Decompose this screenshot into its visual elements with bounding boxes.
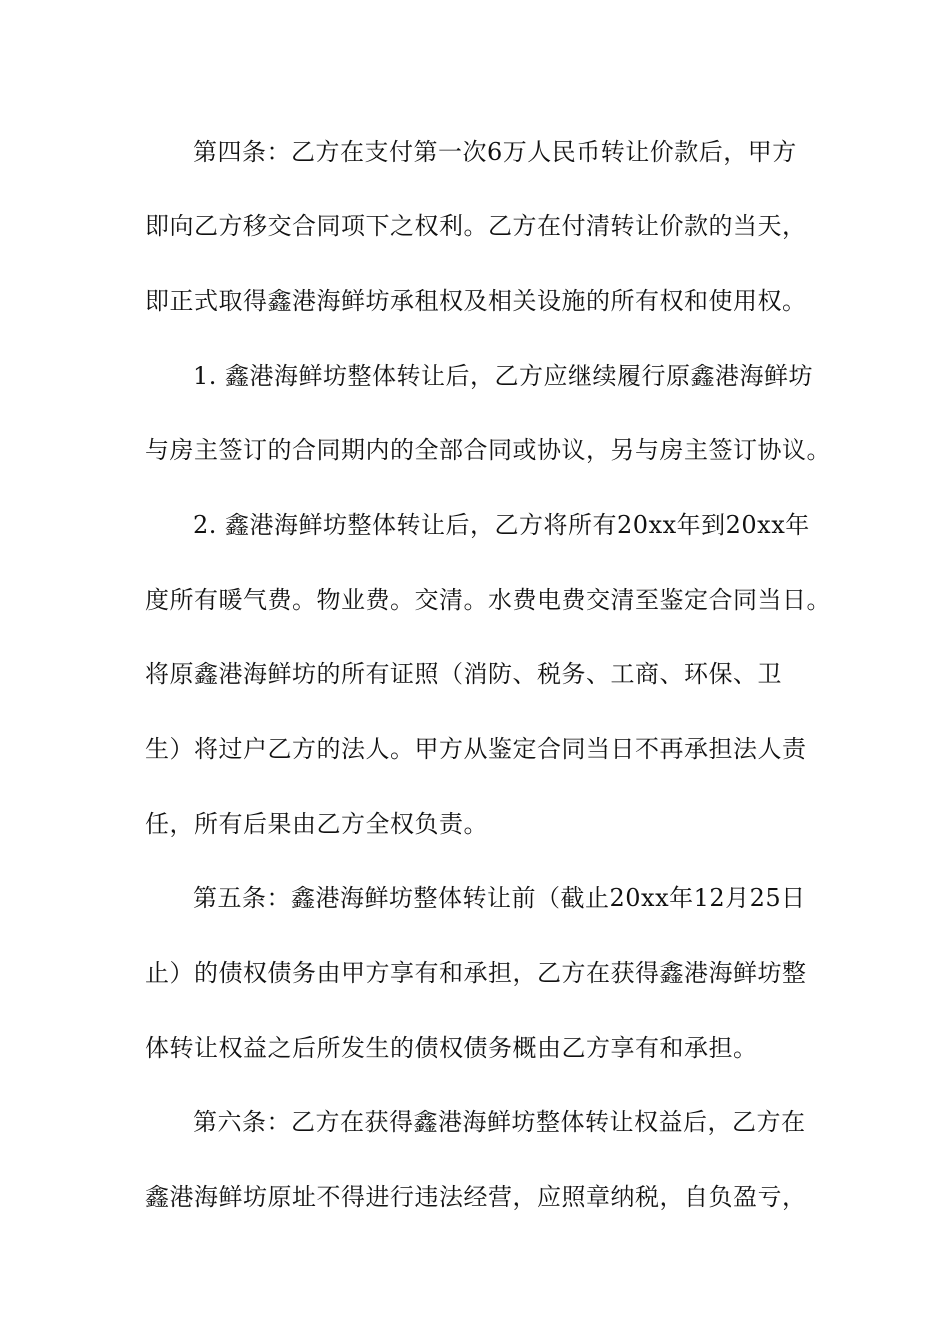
text-line: 第四条：乙方在支付第一次6万人民币转让价款后，甲方 [193, 138, 797, 166]
text-line: 止）的债权债务由甲方享有和承担，乙方在获得鑫港海鲜坊整 [145, 959, 807, 987]
text-line: 任，所有后果由乙方全权负责。 [145, 810, 488, 838]
text-line: 1. 鑫港海鲜坊整体转让后，乙方应继续履行原鑫港海鲜坊 [193, 362, 814, 390]
text-line: 2. 鑫港海鲜坊整体转让后，乙方将所有20xx年到20xx年 [193, 511, 810, 539]
text-line: 第五条：鑫港海鲜坊整体转让前（截止20xx年12月25日 [193, 884, 806, 912]
text-line: 即向乙方移交合同项下之权利。乙方在付清转让价款的当天， [145, 212, 807, 240]
text-line: 即正式取得鑫港海鲜坊承租权及相关设施的所有权和使用权。 [145, 287, 807, 315]
text-line: 度所有暖气费。物业费。交清。水费电费交清至鉴定合同当日。 [145, 586, 831, 614]
text-line: 将原鑫港海鲜坊的所有证照（消防、税务、工商、环保、卫 [145, 660, 782, 688]
text-line: 鑫港海鲜坊原址不得进行违法经营，应照章纳税，自负盈亏， [145, 1183, 807, 1211]
text-line: 生）将过户乙方的法人。甲方从鉴定合同当日不再承担法人责 [145, 735, 807, 763]
text-line: 体转让权益之后所发生的债权债务概由乙方享有和承担。 [145, 1034, 758, 1062]
text-line: 第六条：乙方在获得鑫港海鲜坊整体转让权益后，乙方在 [193, 1108, 806, 1136]
text-line: 与房主签订的合同期内的全部合同或协议，另与房主签订协议。 [145, 436, 831, 464]
